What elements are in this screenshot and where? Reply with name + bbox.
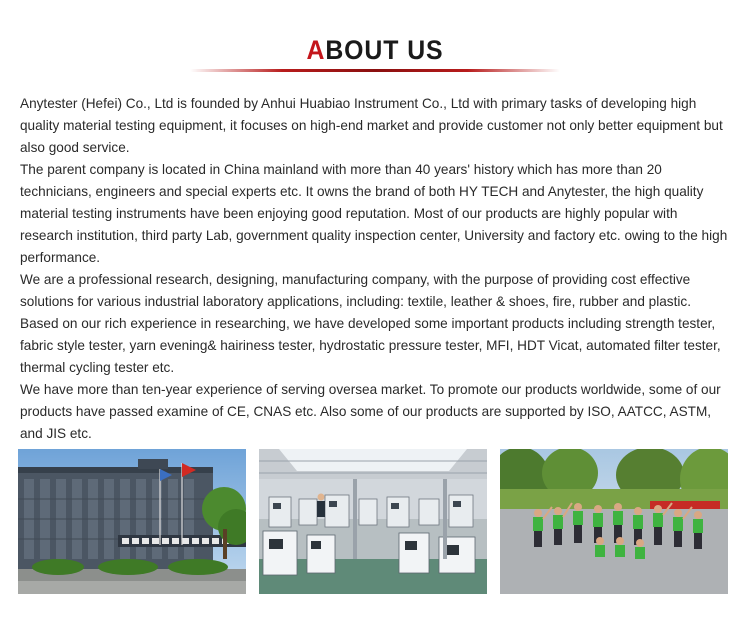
paragraph-products: We are a professional research, designing, manufacturing company, with the purpose of providing cost effective solutions for various industrial laboratory applications, including: textile, leather & shoes, fire, rubber and plastic. Based on our rich experience in researching, we have developed some important products including strength tester, fabric style tester, yarn evening& hairiness tester, hydrostatic pressure tester, MFI, HDT Vicat, automated filter tester, thermal cycling tester etc. [20, 272, 721, 375]
paragraph-oversea-market: We have more than ten-year experience of serving oversea market. To promote our products worldwide, some of our products have passed examine of CE, CNAS etc. Also some of our products are supported by ISO, AATCC, ASTM, and JIS etc. [20, 382, 721, 441]
heading-rest: BOUT US [325, 35, 444, 65]
photo-strip [18, 449, 730, 594]
building-photo [18, 449, 246, 594]
company-description [20, 93, 732, 445]
paragraph-parent-company: The parent company is located in China mainland with more than 40 years' history which has more than 20 technicians, engineers and special experts etc. It owns the brand of both HY TECH and Anytester, the high quality material testing instruments have been enjoying good reputation. Most of our products are highly popular with research institution, third party Lab, government quality inspection center, University and factory etc. owing to the high performance. [20, 162, 728, 265]
paragraph-intro: Anytester (Hefei) Co., Ltd is founded by Anhui Huabiao Instrument Co., Ltd with primary tasks of developing high quality material testing equipment, it focuses on high-end market and provide customer not only better equipment but also good service. [20, 96, 723, 155]
factory-floor-photo [259, 449, 487, 594]
heading-underline [190, 69, 560, 72]
team-photo [500, 449, 728, 594]
heading-first-letter: A [306, 35, 326, 65]
about-us-heading [30, 34, 720, 66]
